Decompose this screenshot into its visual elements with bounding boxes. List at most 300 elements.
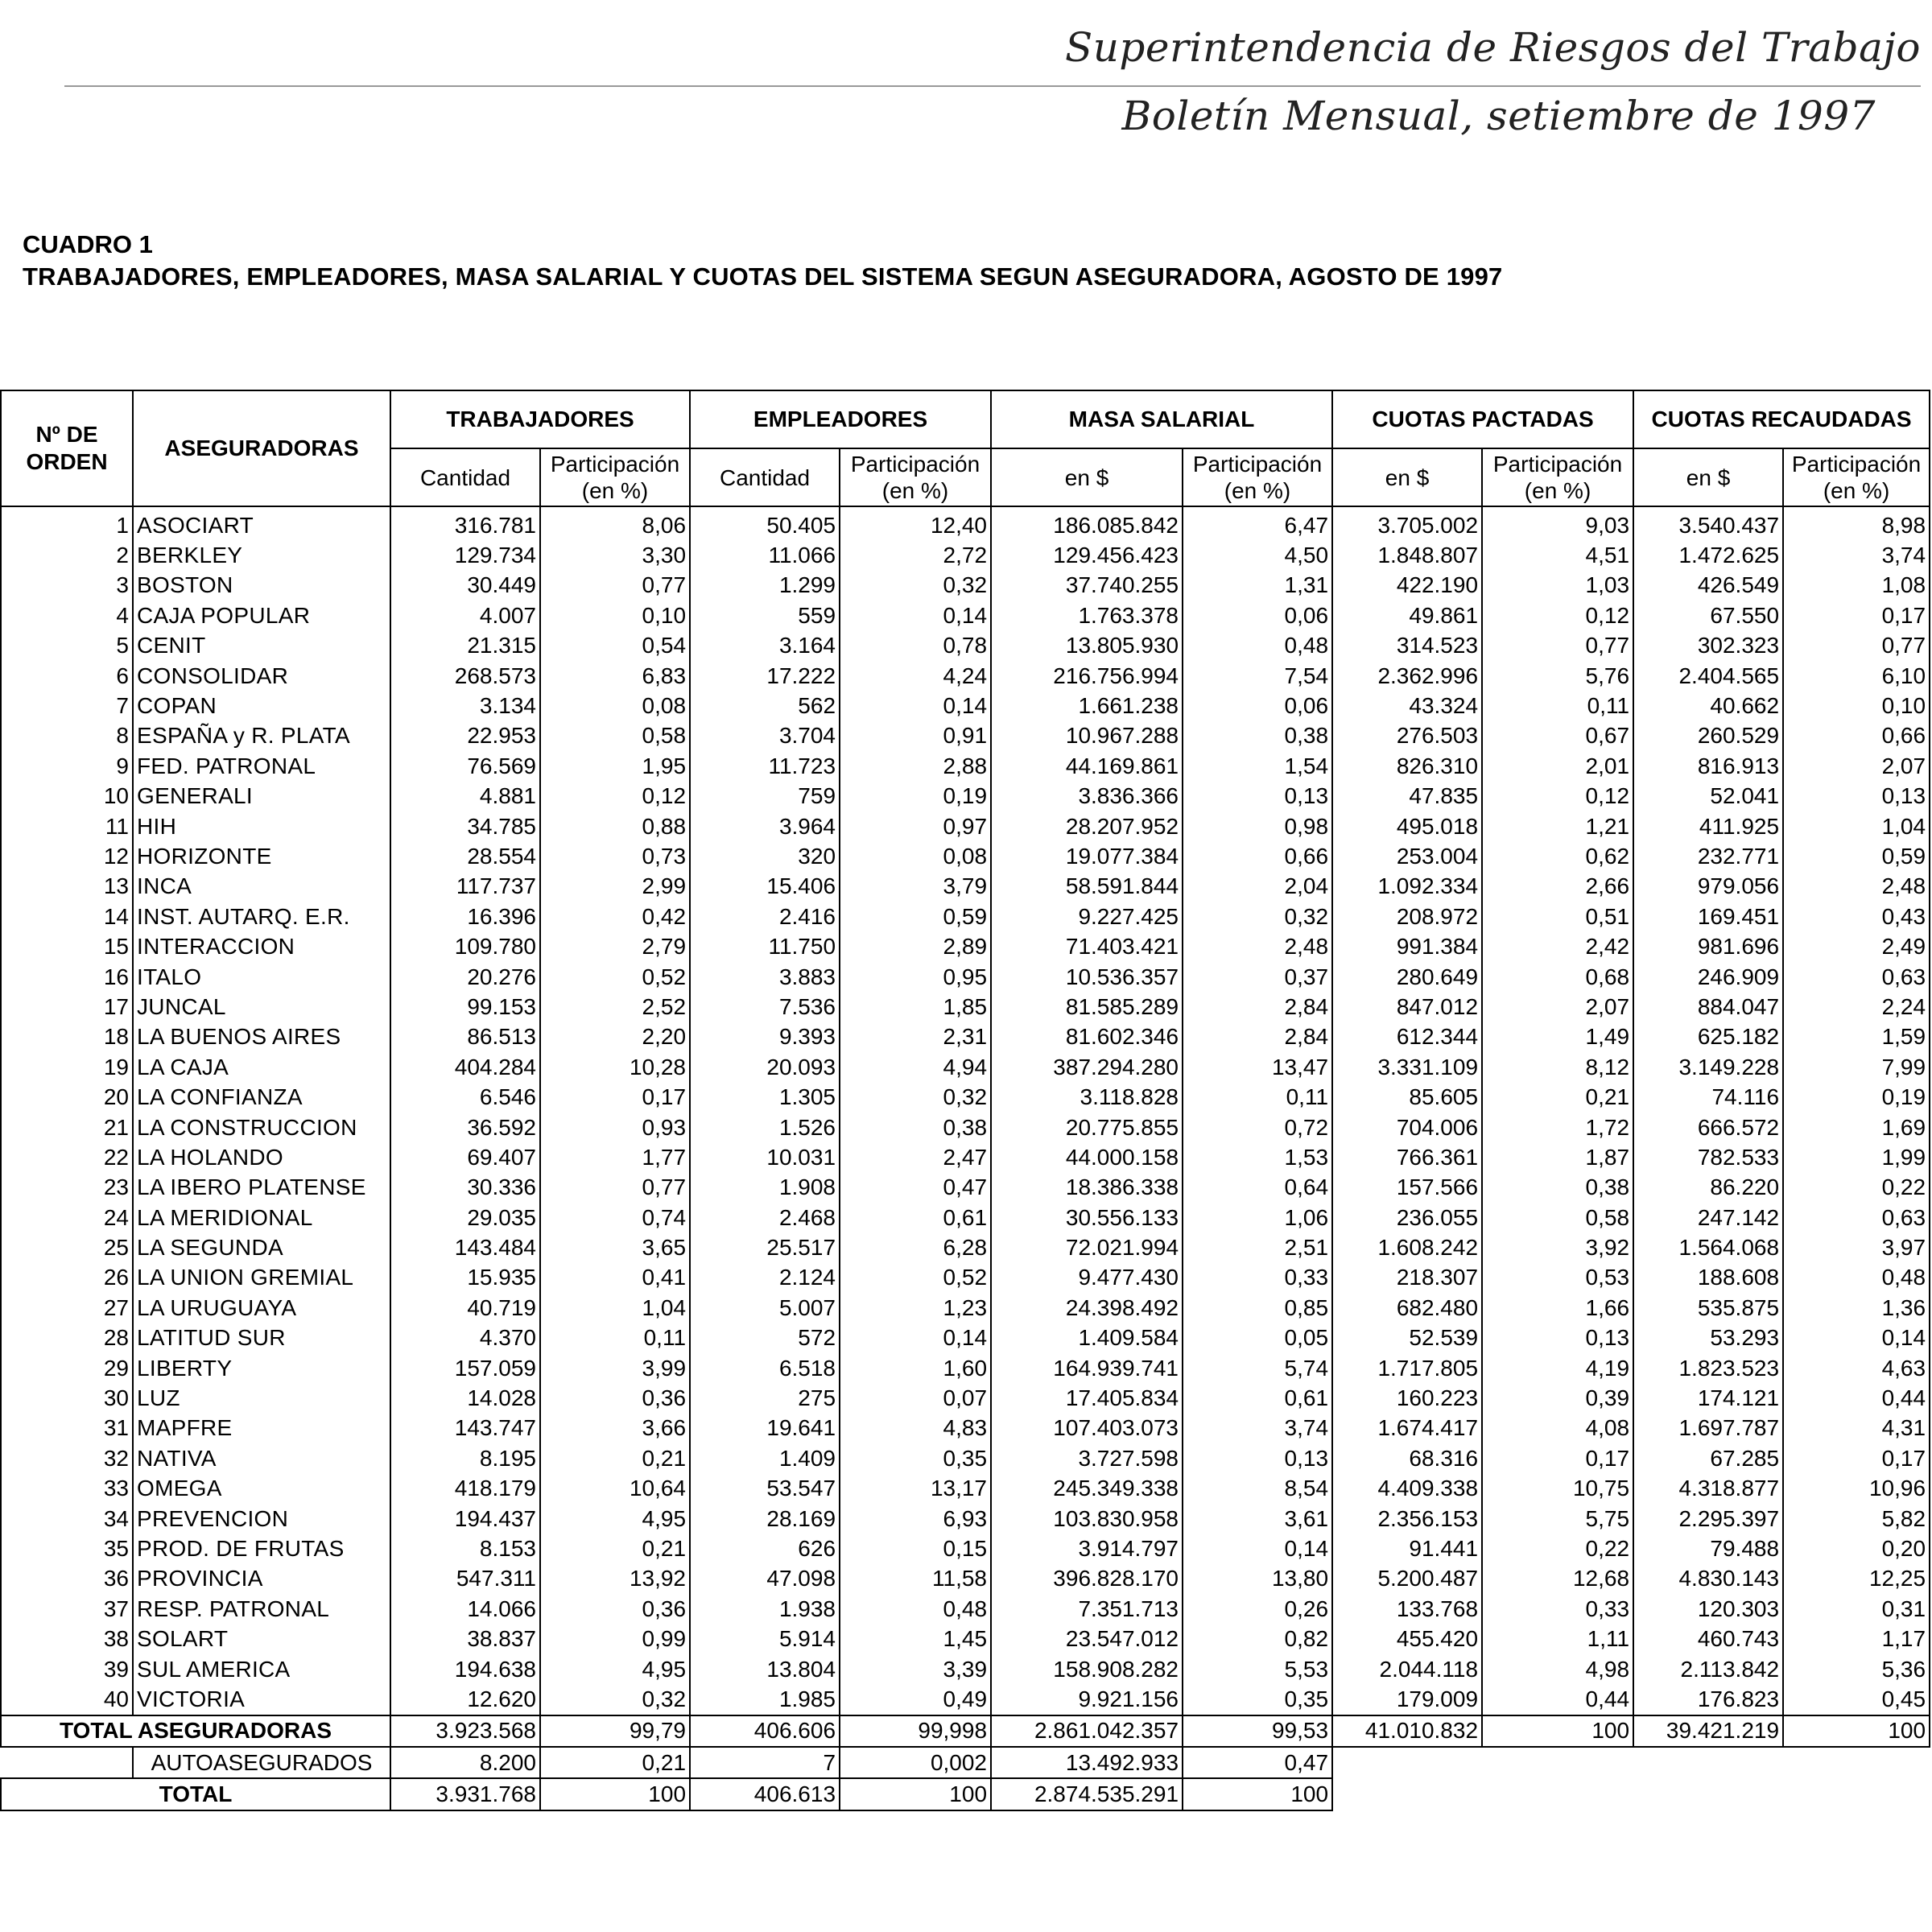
cell-value: 422.190 <box>1332 571 1482 601</box>
cell-value: 232.771 <box>1633 841 1783 871</box>
cell-value: 24.398.492 <box>991 1293 1183 1323</box>
cell-value: 1,95 <box>540 751 690 781</box>
cell-order: 26 <box>1 1263 133 1293</box>
cell-value: 460.743 <box>1633 1624 1783 1653</box>
cell-value: 216.756.994 <box>991 661 1183 691</box>
cell-value: 0,14 <box>1783 1323 1930 1353</box>
cell-value: 626 <box>690 1534 840 1563</box>
cell-value: 682.480 <box>1332 1293 1482 1323</box>
cell-value: 0,17 <box>540 1082 690 1112</box>
cell-value: 2,24 <box>1783 992 1930 1022</box>
cell-order: 29 <box>1 1353 133 1383</box>
cell-value: 179.009 <box>1332 1684 1482 1715</box>
cell-value: 0,61 <box>1183 1383 1332 1413</box>
cell-value: 3,99 <box>540 1353 690 1383</box>
cell-insurer: LA SEGUNDA <box>133 1232 390 1262</box>
table-row <box>1 1293 1930 1323</box>
cell-value: 0,41 <box>540 1263 690 1293</box>
cell-value: 1.305 <box>690 1082 840 1112</box>
cell-value: 0,85 <box>1183 1293 1332 1323</box>
cell-order: 11 <box>1 811 133 841</box>
cell-value: 11.723 <box>690 751 840 781</box>
cell-value: 0,12 <box>540 782 690 811</box>
cell-value: 8,98 <box>1783 506 1930 540</box>
table-row <box>1 1323 1930 1353</box>
cell-order: 21 <box>1 1113 133 1142</box>
cell-insurer: OMEGA <box>133 1474 390 1504</box>
cell-order: 30 <box>1 1383 133 1413</box>
cell-value: 22.953 <box>390 721 540 751</box>
cell-value: 4,95 <box>540 1654 690 1684</box>
grand-total-label: TOTAL <box>1 1778 390 1810</box>
insurers-table <box>0 390 1930 1811</box>
cell-value: 3.964 <box>690 811 840 841</box>
cell-value: 0,39 <box>1482 1383 1633 1413</box>
empty-cell <box>1633 1747 1783 1778</box>
cell-value: 8,06 <box>540 506 690 540</box>
cell-value: 2,49 <box>1783 931 1930 961</box>
cell-value: 236.055 <box>1332 1203 1482 1232</box>
cell-order: 3 <box>1 571 133 601</box>
cell-value: 9,03 <box>1482 506 1633 540</box>
cell-value: 2,20 <box>540 1022 690 1052</box>
cell-value: 268.573 <box>390 661 540 691</box>
cell-value: 30.336 <box>390 1173 540 1203</box>
cell-value: 1.409 <box>690 1443 840 1473</box>
cell-order: 23 <box>1 1173 133 1203</box>
cell-value: 0,73 <box>540 841 690 871</box>
cell-value: 1.908 <box>690 1173 840 1203</box>
cell-value: 1,08 <box>1783 571 1930 601</box>
cell-value: 40.719 <box>390 1293 540 1323</box>
cell-value: 0,38 <box>1183 721 1332 751</box>
cell-order: 36 <box>1 1564 133 1594</box>
table-title: TRABAJADORES, EMPLEADORES, MASA SALARIAL Y CUOTAS DEL SISTEMA SEGUN ASEGURADORA, AGOSTO DE 1997 <box>23 262 1503 291</box>
cell-value: 759 <box>690 782 840 811</box>
cell-value: 0,66 <box>1783 721 1930 751</box>
subheader-share: Participación (en %) <box>1783 448 1930 506</box>
cell-value: 2,84 <box>1183 1022 1332 1052</box>
cell-value: 30.556.133 <box>991 1203 1183 1232</box>
cell-value: 0,59 <box>840 902 991 931</box>
cell-value: 2.874.535.291 <box>991 1778 1183 1810</box>
cell-value: 218.307 <box>1332 1263 1482 1293</box>
cell-value: 0,17 <box>1783 1443 1930 1473</box>
cell-value: 29.035 <box>390 1203 540 1232</box>
cell-value: 0,36 <box>540 1383 690 1413</box>
cell-insurer: PROD. DE FRUTAS <box>133 1534 390 1563</box>
cell-order: 24 <box>1 1203 133 1232</box>
table-row <box>1 1474 1930 1504</box>
cell-insurer: COPAN <box>133 691 390 720</box>
cell-order: 22 <box>1 1142 133 1172</box>
cell-value: 79.488 <box>1633 1534 1783 1563</box>
cell-value: 2,89 <box>840 931 991 961</box>
cell-order: 32 <box>1 1443 133 1473</box>
cell-value: 1,59 <box>1783 1022 1930 1052</box>
cell-value: 2,47 <box>840 1142 991 1172</box>
cell-value: 782.533 <box>1633 1142 1783 1172</box>
table-row <box>1 661 1930 691</box>
cell-value: 2,04 <box>1183 872 1332 902</box>
cell-value: 1.985 <box>690 1684 840 1715</box>
cell-value: 13.492.933 <box>991 1747 1183 1778</box>
cell-value: 100 <box>540 1778 690 1810</box>
cell-value: 404.284 <box>390 1052 540 1082</box>
cell-value: 3.883 <box>690 962 840 992</box>
cell-value: 20.775.855 <box>991 1113 1183 1142</box>
cell-value: 19.641 <box>690 1414 840 1443</box>
cell-insurer: ESPAÑA y R. PLATA <box>133 721 390 751</box>
cell-order: 6 <box>1 661 133 691</box>
cell-value: 99,53 <box>1183 1715 1332 1747</box>
cell-value: 495.018 <box>1332 811 1482 841</box>
cell-value: 9.393 <box>690 1022 840 1052</box>
cell-value: 17.222 <box>690 661 840 691</box>
cell-value: 129.456.423 <box>991 540 1183 570</box>
cell-insurer: LA URUGUAYA <box>133 1293 390 1323</box>
cell-value: 1,60 <box>840 1353 991 1383</box>
cell-insurer: ASOCIART <box>133 506 390 540</box>
cell-value: 1.823.523 <box>1633 1353 1783 1383</box>
cell-value: 13,47 <box>1183 1052 1332 1082</box>
cell-insurer: INTERACCION <box>133 931 390 961</box>
header-order-number: Nº DE ORDEN <box>1 390 133 506</box>
total-insurers-label: TOTAL ASEGURADORAS <box>1 1715 390 1747</box>
cell-value: 5.007 <box>690 1293 840 1323</box>
cell-value: 1.717.805 <box>1332 1353 1482 1383</box>
cell-value: 1.938 <box>690 1594 840 1624</box>
cell-value: 74.116 <box>1633 1082 1783 1112</box>
cell-value: 143.484 <box>390 1232 540 1262</box>
cell-value: 2,48 <box>1783 872 1930 902</box>
cell-value: 34.785 <box>390 811 540 841</box>
cell-value: 6,10 <box>1783 661 1930 691</box>
cell-value: 0,32 <box>1183 902 1332 931</box>
header-group-workers: TRABAJADORES <box>390 390 690 448</box>
cell-value: 1,04 <box>540 1293 690 1323</box>
cell-value: 0,17 <box>1783 601 1930 630</box>
cell-value: 5,36 <box>1783 1654 1930 1684</box>
table-row <box>1 540 1930 570</box>
header-organization: Superintendencia de Riesgos del Trabajo <box>1064 24 1921 71</box>
cell-value: 387.294.280 <box>991 1052 1183 1082</box>
cell-value: 5,53 <box>1183 1654 1332 1684</box>
cell-value: 14.066 <box>390 1594 540 1624</box>
cell-insurer: LA HOLANDO <box>133 1142 390 1172</box>
cell-value: 12.620 <box>390 1684 540 1715</box>
cell-value: 0,05 <box>1183 1323 1332 1353</box>
cell-value: 276.503 <box>1332 721 1482 751</box>
cell-order: 10 <box>1 782 133 811</box>
cell-insurer: LIBERTY <box>133 1353 390 1383</box>
cell-value: 0,13 <box>1183 782 1332 811</box>
cell-insurer: ITALO <box>133 962 390 992</box>
cell-value: 1,85 <box>840 992 991 1022</box>
cell-insurer: PROVINCIA <box>133 1564 390 1594</box>
cell-value: 3,79 <box>840 872 991 902</box>
cell-value: 44.169.861 <box>991 751 1183 781</box>
cell-value: 816.913 <box>1633 751 1783 781</box>
cell-value: 10,75 <box>1482 1474 1633 1504</box>
cell-value: 47.098 <box>690 1564 840 1594</box>
cell-value: 0,22 <box>1482 1534 1633 1563</box>
empty-cell <box>1633 1778 1783 1810</box>
empty-cell <box>1482 1778 1633 1810</box>
cell-value: 7.351.713 <box>991 1594 1183 1624</box>
table-row <box>1 1263 1930 1293</box>
cell-value: 2,99 <box>540 872 690 902</box>
cell-value: 4,94 <box>840 1052 991 1082</box>
cell-value: 0,36 <box>540 1594 690 1624</box>
cell-value: 0,15 <box>840 1534 991 1563</box>
cell-insurer: LA BUENOS AIRES <box>133 1022 390 1052</box>
cell-value: 2,07 <box>1783 751 1930 781</box>
cell-value: 8.200 <box>390 1747 540 1778</box>
cell-value: 9.921.156 <box>991 1684 1183 1715</box>
cell-value: 0,45 <box>1783 1684 1930 1715</box>
cell-order: 5 <box>1 631 133 661</box>
table-row <box>1 571 1930 601</box>
cell-value: 3.149.228 <box>1633 1052 1783 1082</box>
cell-value: 0,22 <box>1783 1173 1930 1203</box>
cell-value: 0,47 <box>840 1173 991 1203</box>
cell-value: 1.697.787 <box>1633 1414 1783 1443</box>
cell-value: 3.705.002 <box>1332 506 1482 540</box>
cell-value: 4,31 <box>1783 1414 1930 1443</box>
cell-value: 10.967.288 <box>991 721 1183 751</box>
cell-value: 4,19 <box>1482 1353 1633 1383</box>
cell-value: 100 <box>1783 1715 1930 1747</box>
cell-insurer: RESP. PATRONAL <box>133 1594 390 1624</box>
cell-value: 406.606 <box>690 1715 840 1747</box>
cell-value: 18.386.338 <box>991 1173 1183 1203</box>
subheader-share: Participación (en %) <box>1482 448 1633 506</box>
cell-order: 16 <box>1 962 133 992</box>
cell-value: 0,11 <box>1482 691 1633 720</box>
cell-value: 1,53 <box>1183 1142 1332 1172</box>
cell-value: 0,77 <box>1783 631 1930 661</box>
cell-insurer: LA UNION GREMIAL <box>133 1263 390 1293</box>
cell-value: 6,83 <box>540 661 690 691</box>
cell-value: 2,42 <box>1482 931 1633 961</box>
cell-value: 169.451 <box>1633 902 1783 931</box>
table-row <box>1 1142 1930 1172</box>
cell-value: 0,32 <box>540 1684 690 1715</box>
cell-value: 188.608 <box>1633 1263 1783 1293</box>
empty-cell <box>1482 1747 1633 1778</box>
cell-value: 12,25 <box>1783 1564 1930 1594</box>
table-row <box>1 992 1930 1022</box>
subheader-pesos: en $ <box>1633 448 1783 506</box>
cell-order: 20 <box>1 1082 133 1112</box>
cell-value: 91.441 <box>1332 1534 1482 1563</box>
cell-value: 5,76 <box>1482 661 1633 691</box>
cell-value: 0,52 <box>540 962 690 992</box>
table-row <box>1 1052 1930 1082</box>
cell-value: 158.908.282 <box>991 1654 1183 1684</box>
cell-insurer: CENIT <box>133 631 390 661</box>
cell-value: 0,77 <box>540 571 690 601</box>
cell-value: 1,49 <box>1482 1022 1633 1052</box>
cell-value: 979.056 <box>1633 872 1783 902</box>
cell-value: 991.384 <box>1332 931 1482 961</box>
cell-value: 280.649 <box>1332 962 1482 992</box>
cell-insurer: LA CONFIANZA <box>133 1082 390 1112</box>
cell-value: 247.142 <box>1633 1203 1783 1232</box>
cell-insurer: LA CONSTRUCCION <box>133 1113 390 1142</box>
header-group-collected-fees: CUOTAS RECAUDADAS <box>1633 390 1930 448</box>
cell-insurer: SOLART <box>133 1624 390 1653</box>
cell-value: 0,78 <box>840 631 991 661</box>
cell-value: 20.276 <box>390 962 540 992</box>
cell-value: 3.540.437 <box>1633 506 1783 540</box>
cell-value: 704.006 <box>1332 1113 1482 1142</box>
cell-value: 1.661.238 <box>991 691 1183 720</box>
table-row <box>1 1594 1930 1624</box>
cell-insurer: INST. AUTARQ. E.R. <box>133 902 390 931</box>
cell-value: 3,74 <box>1183 1414 1332 1443</box>
table-row <box>1 1684 1930 1715</box>
cell-value: 100 <box>1482 1715 1633 1747</box>
cell-value: 38.837 <box>390 1624 540 1653</box>
cell-value: 30.449 <box>390 571 540 601</box>
cell-value: 1.763.378 <box>991 601 1183 630</box>
cell-value: 1,11 <box>1482 1624 1633 1653</box>
cell-value: 3,61 <box>1183 1504 1332 1534</box>
cell-value: 37.740.255 <box>991 571 1183 601</box>
cell-value: 766.361 <box>1332 1142 1482 1172</box>
cell-value: 3.164 <box>690 631 840 661</box>
cell-value: 11.066 <box>690 540 840 570</box>
cell-value: 2.295.397 <box>1633 1504 1783 1534</box>
cell-value: 8,54 <box>1183 1474 1332 1504</box>
cell-value: 4.007 <box>390 601 540 630</box>
cell-value: 0,26 <box>1183 1594 1332 1624</box>
cell-value: 10,28 <box>540 1052 690 1082</box>
cell-value: 559 <box>690 601 840 630</box>
cell-order: 13 <box>1 872 133 902</box>
cell-value: 13.804 <box>690 1654 840 1684</box>
cell-value: 316.781 <box>390 506 540 540</box>
cell-value: 3.704 <box>690 721 840 751</box>
cell-value: 47.835 <box>1332 782 1482 811</box>
cell-value: 418.179 <box>390 1474 540 1504</box>
cell-value: 2,84 <box>1183 992 1332 1022</box>
cell-value: 43.324 <box>1332 691 1482 720</box>
cell-value: 0,06 <box>1183 691 1332 720</box>
cell-value: 0,32 <box>840 571 991 601</box>
cell-value: 12,68 <box>1482 1564 1633 1594</box>
cell-value: 4.409.338 <box>1332 1474 1482 1504</box>
cell-value: 3.836.366 <box>991 782 1183 811</box>
cell-value: 0,97 <box>840 811 991 841</box>
cell-value: 0,11 <box>540 1323 690 1353</box>
table-row <box>1 1383 1930 1413</box>
cell-value: 3,92 <box>1482 1232 1633 1262</box>
cell-value: 547.311 <box>390 1564 540 1594</box>
cell-value: 847.012 <box>1332 992 1482 1022</box>
cell-value: 28.169 <box>690 1504 840 1534</box>
cell-value: 1,04 <box>1783 811 1930 841</box>
cell-value: 0,98 <box>1183 811 1332 841</box>
cell-value: 1,06 <box>1183 1203 1332 1232</box>
cell-value: 176.823 <box>1633 1684 1783 1715</box>
cell-value: 13,92 <box>540 1564 690 1594</box>
cell-value: 0,14 <box>1183 1534 1332 1563</box>
cell-value: 562 <box>690 691 840 720</box>
cell-value: 36.592 <box>390 1113 540 1142</box>
cell-order: 12 <box>1 841 133 871</box>
header-insurers: ASEGURADORAS <box>133 390 390 506</box>
cell-value: 5,75 <box>1482 1504 1633 1534</box>
cell-value: 0,21 <box>540 1443 690 1473</box>
cell-value: 99,79 <box>540 1715 690 1747</box>
cell-order: 37 <box>1 1594 133 1624</box>
cell-order: 1 <box>1 506 133 540</box>
cell-value: 41.010.832 <box>1332 1715 1482 1747</box>
cell-value: 302.323 <box>1633 631 1783 661</box>
cell-value: 0,51 <box>1482 902 1633 931</box>
cell-value: 0,67 <box>1482 721 1633 751</box>
cell-value: 1,45 <box>840 1624 991 1653</box>
cell-insurer: MAPFRE <box>133 1414 390 1443</box>
cell-value: 406.613 <box>690 1778 840 1810</box>
cell-order: 9 <box>1 751 133 781</box>
cell-value: 0,59 <box>1783 841 1930 871</box>
cell-value: 0,62 <box>1482 841 1633 871</box>
cell-value: 1.674.417 <box>1332 1414 1482 1443</box>
table-row <box>1 931 1930 961</box>
subheader-share: Participación (en %) <box>540 448 690 506</box>
cell-value: 69.407 <box>390 1142 540 1172</box>
cell-value: 68.316 <box>1332 1443 1482 1473</box>
cell-value: 1,77 <box>540 1142 690 1172</box>
table-row <box>1 751 1930 781</box>
cell-value: 260.529 <box>1633 721 1783 751</box>
cell-value: 0,64 <box>1183 1173 1332 1203</box>
cell-value: 826.310 <box>1332 751 1482 781</box>
cell-order: 33 <box>1 1474 133 1504</box>
cell-value: 0,53 <box>1482 1263 1633 1293</box>
cell-insurer: BOSTON <box>133 571 390 601</box>
cell-value: 2,66 <box>1482 872 1633 902</box>
cell-insurer: INCA <box>133 872 390 902</box>
cell-value: 0,33 <box>1482 1594 1633 1624</box>
cell-value: 23.547.012 <box>991 1624 1183 1653</box>
cell-value: 14.028 <box>390 1383 540 1413</box>
table-row <box>1 841 1930 871</box>
cell-value: 0,35 <box>1183 1684 1332 1715</box>
cell-insurer: HORIZONTE <box>133 841 390 871</box>
cell-value: 245.349.338 <box>991 1474 1183 1504</box>
cell-value: 4,50 <box>1183 540 1332 570</box>
cell-order: 8 <box>1 721 133 751</box>
table-row <box>1 1232 1930 1262</box>
cell-value: 320 <box>690 841 840 871</box>
cell-value: 3.923.568 <box>390 1715 540 1747</box>
cell-value: 5.200.487 <box>1332 1564 1482 1594</box>
cell-value: 0,48 <box>1783 1263 1930 1293</box>
cell-value: 11.750 <box>690 931 840 961</box>
cell-value: 3.914.797 <box>991 1534 1183 1563</box>
cell-value: 2,07 <box>1482 992 1633 1022</box>
cell-value: 72.021.994 <box>991 1232 1183 1262</box>
cell-value: 0,58 <box>540 721 690 751</box>
cell-value: 0,93 <box>540 1113 690 1142</box>
cell-value: 411.925 <box>1633 811 1783 841</box>
cell-value: 0,08 <box>540 691 690 720</box>
